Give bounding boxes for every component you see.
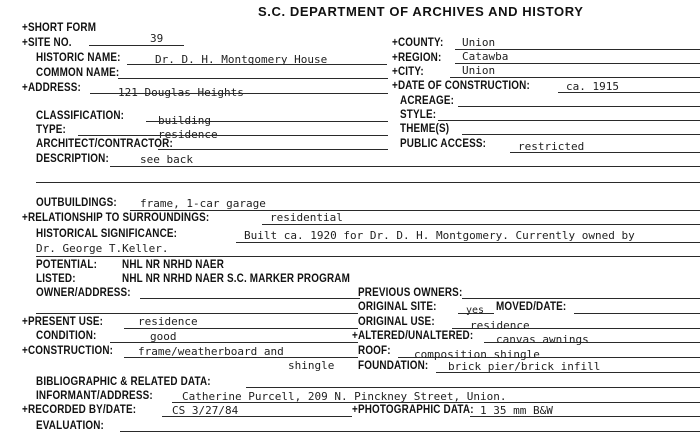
public-access-label: PUBLIC ACCESS: [400, 138, 487, 150]
photographic-label: +PHOTOGRAPHIC DATA: [352, 404, 474, 416]
owner-address-line [140, 298, 360, 299]
themes-label: THEME(S) [400, 123, 450, 135]
potential-options: NHL NR NRHD NAER [122, 259, 225, 271]
owner-address-label: OWNER/ADDRESS: [36, 287, 131, 299]
acreage-label: ACREAGE: [400, 95, 455, 107]
construction-label: +CONSTRUCTION: [22, 345, 114, 357]
type-line [78, 135, 388, 136]
foundation-value: brick pier/brick infill [448, 360, 601, 373]
present-use-value: residence [138, 315, 198, 328]
region-value: Catawba [462, 50, 509, 63]
public-access-value: restricted [518, 140, 585, 153]
moved-date-line [574, 313, 700, 314]
date-of-construction-value: ca. 1915 [566, 80, 619, 93]
site-no-label: +SITE NO. [22, 37, 72, 49]
classification-label: CLASSIFICATION: [36, 110, 125, 122]
historical-significance-line-2 [36, 256, 700, 257]
informant-label: INFORMANT/ADDRESS: [36, 390, 153, 402]
present-use-line [124, 328, 358, 329]
roof-line [398, 357, 700, 358]
altered-value: canvas awnings [496, 333, 589, 346]
address-value: 121 Douglas Heights [118, 86, 244, 99]
listed-options: NHL NR NRHD NAER S.C. MARKER PROGRAM [122, 273, 350, 285]
relationship-line [262, 224, 700, 225]
original-site-value: yes [466, 305, 485, 316]
bibliographic-label: BIBLIOGRAPHIC & RELATED DATA: [36, 376, 211, 388]
acreage-line [458, 106, 700, 107]
present-use-label: +PRESENT USE: [22, 316, 104, 328]
outbuildings-line [130, 210, 700, 211]
foundation-line [436, 372, 700, 373]
altered-label: +ALTERED/UNALTERED: [352, 330, 474, 342]
construction-value-2: shingle [288, 359, 335, 372]
roof-value: composition shingle [414, 348, 540, 361]
potential-label: POTENTIAL: [36, 259, 98, 271]
form-header: S.C. DEPARTMENT OF ARCHIVES AND HISTORY [258, 4, 584, 19]
evaluation-line [120, 431, 700, 432]
relationship-label: +RELATIONSHIP TO SURROUNDINGS: [22, 212, 210, 224]
address-line [90, 93, 388, 94]
architect-line [158, 149, 388, 150]
date-of-construction-line [558, 92, 700, 93]
historic-name-line [127, 64, 387, 65]
classification-line [146, 121, 388, 122]
common-name-label: COMMON NAME: [36, 67, 120, 79]
region-label: +REGION: [392, 52, 442, 64]
city-line [450, 77, 700, 78]
description-value: see back [140, 153, 193, 166]
owner-address-line-2 [36, 313, 358, 314]
historical-significance-value-2: Dr. George T.Keller. [36, 242, 169, 255]
condition-line [110, 342, 358, 343]
county-label: +COUNTY: [392, 37, 444, 49]
original-use-line [452, 328, 700, 329]
evaluation-label: EVALUATION: [36, 420, 105, 432]
description-line-2 [36, 182, 700, 183]
condition-value: good [150, 330, 177, 343]
relationship-value: residential [270, 211, 343, 224]
recorded-by-value: CS 3/27/84 [172, 404, 239, 417]
historical-significance-line [236, 242, 700, 243]
original-use-label: ORIGINAL USE: [358, 316, 435, 328]
foundation-label: FOUNDATION: [358, 360, 429, 372]
outbuildings-value: frame, 1-car garage [140, 197, 266, 210]
historic-name-value: Dr. D. H. Montgomery House [155, 53, 328, 66]
construction-value-1: frame/weatherboard and [138, 345, 284, 358]
condition-label: CONDITION: [36, 330, 97, 342]
address-label: +ADDRESS: [22, 82, 81, 94]
type-label: TYPE: [36, 124, 66, 136]
previous-owners-label: PREVIOUS OWNERS: [358, 287, 463, 299]
moved-date-label: MOVED/DATE: [496, 301, 567, 313]
city-label: +CITY: [392, 66, 424, 78]
original-site-label: ORIGINAL SITE: [358, 301, 437, 313]
original-use-value: residence [470, 319, 530, 332]
outbuildings-label: OUTBUILDINGS: [36, 197, 117, 209]
construction-line [124, 357, 358, 358]
informant-line [172, 402, 700, 403]
date-of-construction-label: +DATE OF CONSTRUCTION: [392, 80, 530, 92]
public-access-line [510, 152, 700, 153]
altered-line [484, 342, 700, 343]
site-no-line [89, 45, 184, 46]
architect-label: ARCHITECT/CONTRACTOR: [36, 138, 173, 150]
city-value: Union [462, 64, 496, 77]
informant-value: Catherine Purcell, 209 N. Pinckney Street, Union. [182, 390, 507, 403]
style-line [438, 120, 700, 121]
historical-significance-label: HISTORICAL SIGNIFICANCE: [36, 228, 178, 240]
previous-owners-line [462, 298, 700, 299]
description-line [110, 166, 700, 167]
roof-label: ROOF: [358, 345, 391, 357]
recorded-by-label: +RECORDED BY/DATE: [22, 404, 137, 416]
themes-line [462, 134, 700, 135]
type-value: residence [158, 128, 218, 141]
recorded-by-line [162, 416, 352, 417]
style-label: STYLE: [400, 109, 437, 121]
description-label: DESCRIPTION: [36, 153, 109, 165]
classification-value: building [158, 114, 211, 127]
original-site-line [458, 313, 494, 314]
bibliographic-line [246, 387, 700, 388]
photographic-line [470, 416, 700, 417]
site-no-value: 39 [150, 32, 164, 45]
historic-name-label: HISTORIC NAME: [36, 52, 121, 64]
historical-significance-value-1: Built ca. 1920 for Dr. D. H. Montgomery. Currently owned by [244, 229, 635, 242]
short-form-label: +SHORT FORM [22, 22, 97, 34]
common-name-line [118, 78, 388, 79]
county-value: Union [462, 36, 496, 49]
listed-label: LISTED: [36, 273, 76, 285]
photographic-value: 1 35 mm B&W [480, 404, 553, 417]
